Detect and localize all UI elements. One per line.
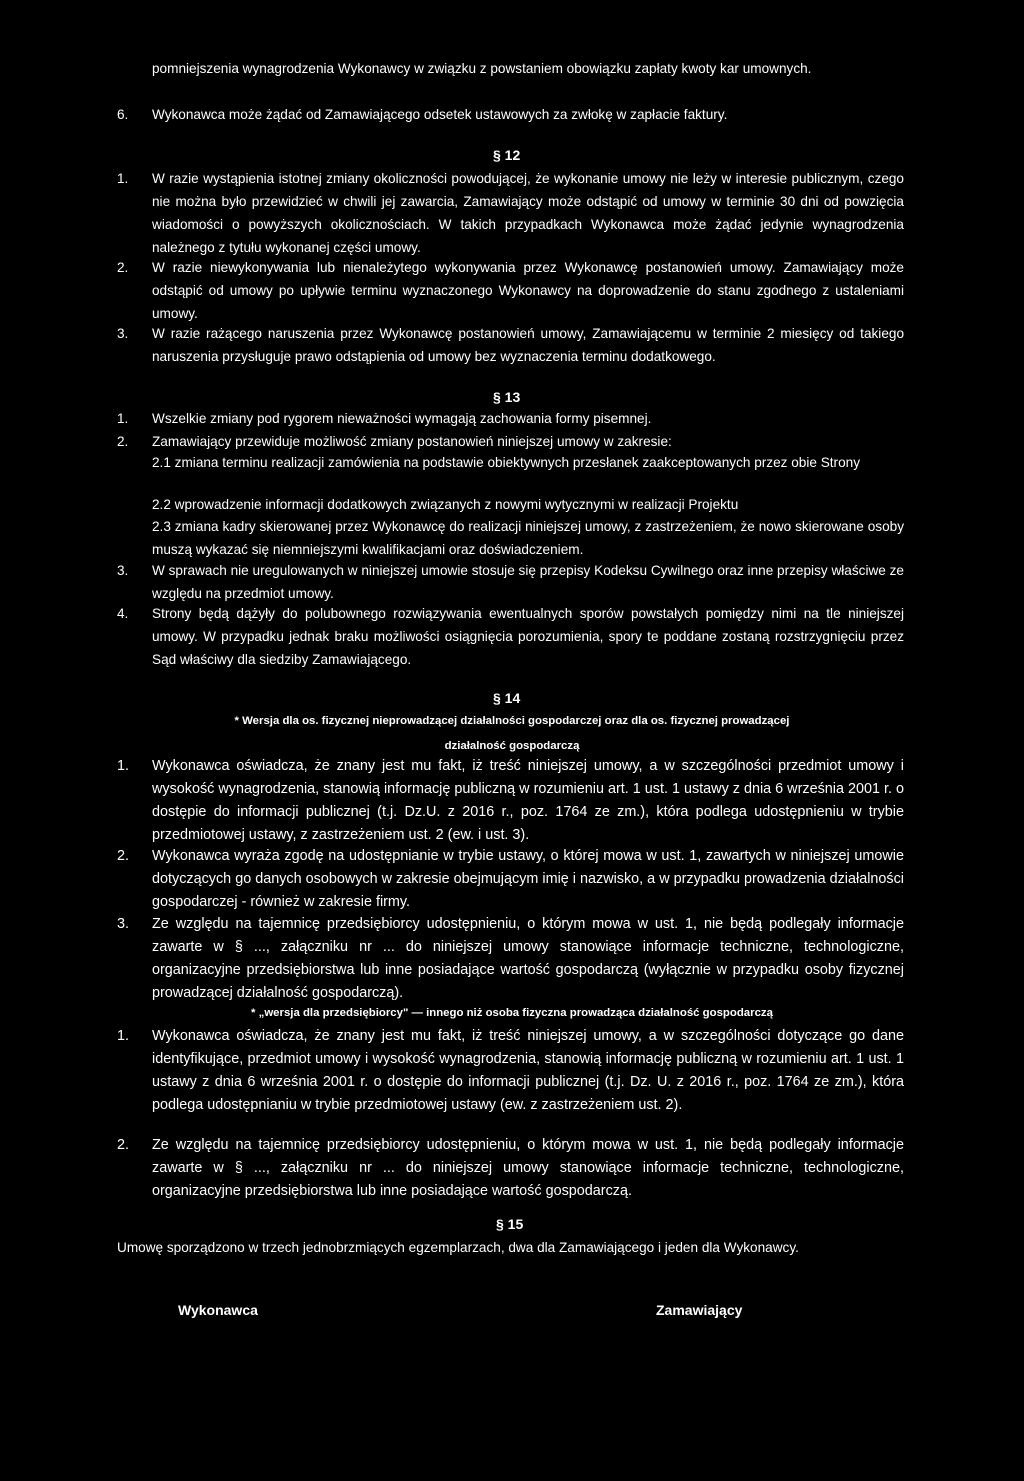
s14-a-item-3: Ze względu na tajemnicę przedsiębiorcy udostępnieniu, o którym mowa w ust. 1, nie będą podlegały informacje zawarte w § ..., załączniku nr ... do niniejszej umowy stanowiące informacje techniczne, technologiczne, organizacyjne przedsiębiorstwa lub inne posiadające wartość gospodarczą (wyłącznie w przypadku osoby fizycznej prowadzącej działalność gospodarczą). (152, 916, 904, 1001)
item-number: 2. (117, 848, 130, 864)
section-12-heading: § 12 (493, 147, 521, 163)
s13-item-1: Wszelkie zmiany pod rygorem nieważności wymagają zachowania formy pisemnej. (152, 411, 652, 426)
s13-item-2-3: 2.3 zmiana kadry skierowanej przez Wykonawcę do realizacji niniejszej umowy, z zastrzeżeniem, że nowo skierowane osoby muszą wykazać się niemniejszymi kwalifikacjami oraz doświadczeniem. (152, 519, 904, 557)
item-number: 1. (117, 758, 130, 774)
s13-item-2-2: 2.2 wprowadzenie informacji dodatkowych związanych z nowymi wytycznymi w realizacji Projektu (152, 497, 739, 512)
signature-client: Zamawiający (656, 1302, 743, 1318)
item-number: 6. (117, 107, 129, 122)
paragraph-continuation: pomniejszenia wynagrodzenia Wykonawcy w związku z powstaniem obowiązku zapłaty kwoty kar umownych. (152, 61, 812, 76)
s13-item-4: Strony będą dążyły do polubownego rozwiązywania ewentualnych sporów powstałych pomiędzy nimi na tle niniejszej umowy. W przypadku jednak braku możliwości osiągnięcia porozumienia, spory te poddane zostaną rozstrzygnięciu przez Sąd właściwy dla siedziby Zamawiającego. (152, 606, 904, 667)
item-number: 2. (117, 1137, 130, 1153)
item-number: 4. (117, 606, 129, 621)
section-14-heading: § 14 (493, 690, 521, 706)
section-13-heading: § 13 (493, 389, 521, 405)
item-number: 3. (117, 916, 130, 932)
s14-b-item-1: Wykonawca oświadcza, że znany jest mu fakt, iż treść niniejszej umowy, a w szczególności dotyczące go dane identyfikujące, przedmiot umowy i wysokość wynagrodzenia, stanowią informację publiczną w rozumieniu art. 1 ust. 1 ustawy z dnia 6 września 2001 r. o dostępie do informacji publicznej (t.j. Dz. U. z 2016 r., poz. 1764 ze zm.), która podlega udostępnianiu w trybie przedmiotowej ustawy (ew. z zastrzeżeniem ust. 2). (152, 1028, 904, 1113)
s13-item-3: W sprawach nie uregulowanych w niniejszej umowie stosuje się przepisy Kodeksu Cywilnego oraz inne przepisy właściwe ze względu na przedmiot umowy. (152, 563, 904, 601)
s14-a-item-1: Wykonawca oświadcza, że znany jest mu fakt, iż treść niniejszej umowy, a w szczególności przedmiot umowy i wysokość wynagrodzenia, stanowią informację publiczną w rozumieniu art. 1 ust. 1 ustawy z dnia 6 września 2001 r. o dostępie do informacji publicznej (t.j. Dz.U. z 2016 r., poz. 1764 ze zm.), która podlega udostępnieniu w trybie przedmiotowej ustawy, z zastrzeżeniem ust. 2 (ew. i ust. 3). (152, 758, 904, 843)
variant-note-2: * „wersja dla przedsiębiorcy" — innego niż osoba fizyczna prowadząca działalność gospodarczą (251, 1007, 773, 1019)
variant-note-1: * Wersja dla os. fizycznej nieprowadzącej działalności gospodarczej oraz dla os. fizycznej prowadzącej (234, 715, 790, 727)
item-number: 2. (117, 434, 129, 449)
item-number: 3. (117, 326, 129, 341)
s12-item-3: W razie rażącego naruszenia przez Wykonawcę postanowień umowy, Zamawiającemu w terminie 2 miesięcy od takiego naruszenia przysługuje prawo odstąpienia od umowy bez wyznaczenia terminu dodatkowego. (152, 326, 904, 364)
s13-item-2-1: 2.1 zmiana terminu realizacji zamówienia na podstawie obiektywnych przesłanek zaakceptowanych przez obie Strony (152, 455, 860, 470)
item-number: 1. (117, 1028, 130, 1044)
section-15-heading: § 15 (496, 1216, 524, 1232)
s14-a-item-2: Wykonawca wyraża zgodę na udostępnianie w trybie ustawy, o której mowa w ust. 1, zawartych w niniejszej umowie dotyczących go danych osobowych w zakresie obejmującym imię i nazwisko, a w przypadku prowadzenia działalności gospodarczej - również w zakresie firmy. (152, 848, 904, 910)
s12-item-1: W razie wystąpienia istotnej zmiany okoliczności powodującej, że wykonanie umowy nie leży w interesie publicznym, czego nie można było przewidzieć w chwili jej zawarcia, Zamawiający może odstąpić od umowy w terminie 30 dni od powzięcia wiadomości o powyższych okolicznościach. W takich przypadkach Wykonawca może żądać jedynie wynagrodzenia należnego z tytułu wykonanej części umowy. (152, 171, 904, 255)
s12-item-2: W razie niewykonywania lub nienależytego wykonywania przez Wykonawcę postanowień umowy. Zamawiający może odstąpić od umowy po upływie terminu wyznaczonego Wykonawcy na doprowadzenie do stanu zgodnego z ustaleniami umowy. (152, 260, 904, 321)
signature-contractor: Wykonawca (178, 1302, 258, 1318)
s14-b-item-2: Ze względu na tajemnicę przedsiębiorcy udostępnieniu, o którym mowa w ust. 1, nie będą podlegały informacje zawarte w § ..., załączniku nr ... do niniejszej umowy stanowiące informacje techniczne, technologiczne, organizacyjne przedsiębiorstwa lub inne posiadające wartość gospodarczą. (152, 1137, 904, 1199)
paragraph-6: Wykonawca może żądać od Zamawiającego odsetek ustawowych za zwłokę w zapłacie faktury. (152, 107, 728, 122)
item-number: 1. (117, 411, 129, 426)
item-number: 1. (117, 171, 129, 186)
item-number: 2. (117, 260, 129, 275)
s13-item-2: Zamawiający przewiduje możliwość zmiany postanowień niniejszej umowy w zakresie: (152, 434, 672, 449)
item-number: 3. (117, 563, 129, 578)
s15-text: Umowę sporządzono w trzech jednobrzmiących egzemplarzach, dwa dla Zamawiającego i jeden dla Wykonawcy. (117, 1240, 799, 1255)
variant-note-1-cont: działalność gospodarczą (444, 740, 580, 752)
